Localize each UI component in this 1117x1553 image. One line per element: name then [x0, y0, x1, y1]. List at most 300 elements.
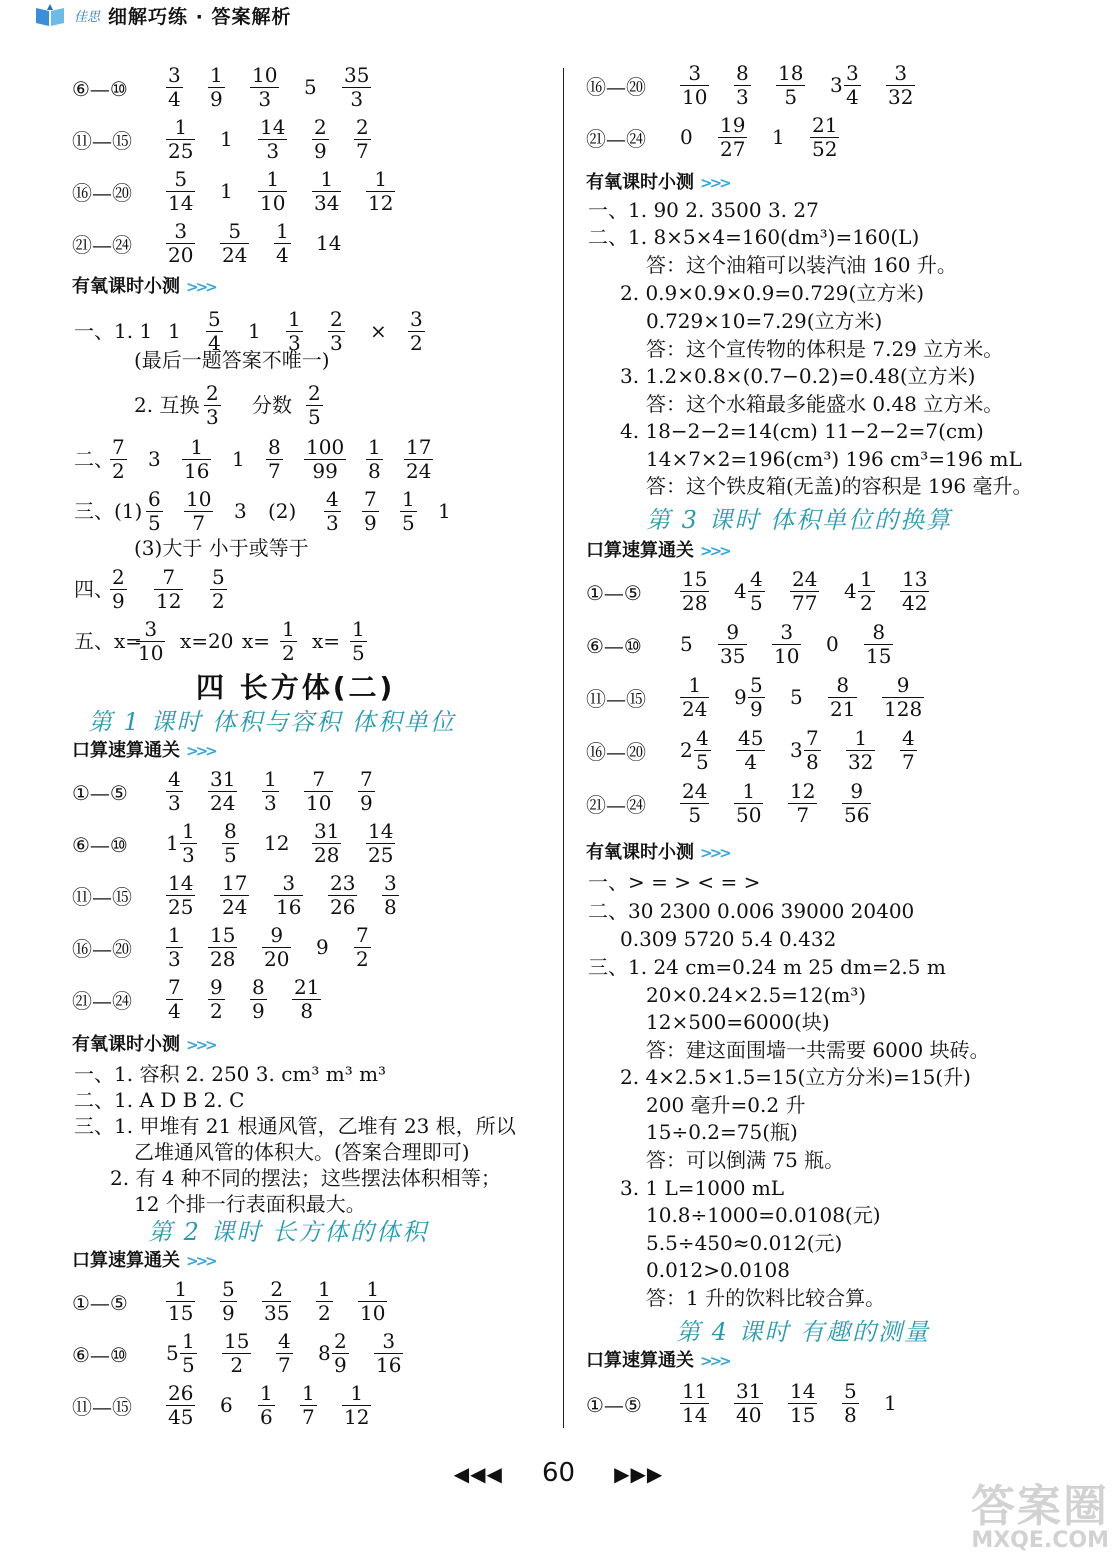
numerator: 10 — [186, 487, 212, 511]
question-range-label: ⑪—⑮ — [586, 687, 646, 711]
answer-line: 答：1 升的饮料比较合算。 — [646, 1286, 886, 1310]
numerator: 1 — [182, 819, 195, 843]
brand-name: 佳思 — [74, 10, 101, 25]
answer-line: 15÷0.2=75(瓶) — [646, 1120, 798, 1144]
answer-value: 5 — [304, 75, 317, 99]
question-range-label: ①—⑤ — [586, 1393, 642, 1417]
lesson-title: 第 4 课时 有趣的测量 — [676, 1318, 931, 1346]
fraction — [210, 566, 227, 613]
numerator: 2 — [334, 1329, 347, 1353]
fraction — [804, 727, 821, 774]
fraction — [400, 488, 417, 535]
denominator: 8 — [300, 999, 314, 1023]
answer-value: x=20 — [180, 629, 234, 653]
header-title: 细解巧练 · 答案解析 — [108, 6, 292, 28]
fraction — [788, 780, 817, 827]
fraction — [408, 308, 425, 355]
double-chevron-icon: >>> — [700, 542, 729, 560]
fraction — [362, 488, 379, 535]
denominator: 16 — [276, 895, 302, 919]
numerator: 7 — [360, 767, 373, 791]
denominator: 50 — [736, 803, 762, 827]
numerator: 21 — [812, 113, 838, 137]
fraction — [776, 62, 805, 109]
numerator: 2 — [112, 565, 125, 589]
answer-line: 2. 有 4 种不同的摆法；这些摆法体积相等； — [110, 1166, 501, 1190]
question-range-label: ⑥—⑩ — [72, 77, 128, 101]
answer-line: 三、1. 甲堆有 21 根通风管，乙堆有 23 根，所以 — [74, 1114, 516, 1138]
numerator: 3 — [282, 871, 296, 895]
answer-line: 12 个排一行表面积最大。 — [134, 1192, 366, 1216]
denominator: 4 — [744, 750, 758, 774]
fraction — [180, 820, 197, 867]
fraction — [858, 568, 875, 615]
denominator: 7 — [278, 1353, 291, 1377]
fraction — [718, 621, 747, 668]
numerator: 2 — [308, 381, 321, 405]
fraction — [328, 872, 357, 919]
fraction — [748, 568, 765, 615]
question-range-label: ①—⑤ — [586, 581, 642, 605]
section-heading: 口算速算通关 >>> — [72, 740, 215, 761]
numerator: 8 — [252, 975, 265, 999]
fraction — [680, 674, 709, 721]
fraction — [342, 1382, 371, 1429]
answer-value: 1 — [438, 499, 451, 523]
fraction — [382, 872, 399, 919]
fraction — [404, 436, 433, 483]
numerator: 8 — [836, 673, 850, 697]
denominator: 3 — [288, 331, 301, 355]
denominator: 35 — [720, 644, 746, 668]
fraction — [262, 768, 279, 815]
numerator: 1 — [320, 167, 334, 191]
numerator: 1 — [266, 167, 280, 191]
denominator: 14 — [168, 191, 194, 215]
answer-value: 1 — [884, 1391, 897, 1415]
watermark-logo: 答案圈 — [971, 1481, 1109, 1532]
numerator: 1 — [860, 567, 873, 591]
denominator: 5 — [182, 1353, 195, 1377]
question-range-label: ⑥—⑩ — [72, 833, 128, 857]
numerator: 18 — [778, 61, 804, 85]
numerator: 1 — [366, 1277, 380, 1301]
numerator: 14 — [368, 819, 394, 843]
numerator: 4 — [902, 726, 915, 750]
numerator: 31 — [736, 1379, 762, 1403]
denominator: 5 — [688, 803, 702, 827]
question-range-label: ⑪—⑮ — [72, 1395, 132, 1419]
numerator: 1 — [402, 487, 415, 511]
fraction — [220, 1278, 237, 1325]
answer-value: (2) — [268, 499, 297, 523]
fraction — [304, 768, 333, 815]
answer-value: x= — [312, 629, 341, 653]
numerator: 15 — [224, 1329, 250, 1353]
answer-line: 200 毫升=0.2 升 — [646, 1093, 806, 1117]
answer-line: 一、1. 90 2. 3500 3. 27 — [588, 198, 819, 222]
fraction — [266, 436, 283, 483]
answer-line: 二、30 2300 0.006 39000 20400 — [588, 899, 915, 923]
answer-value: 四、 — [74, 577, 114, 601]
double-chevron-icon: >>> — [186, 742, 215, 760]
numerator: 15 — [210, 923, 236, 947]
numerator: 7 — [356, 923, 369, 947]
section-heading: 口算速算通关 >>> — [72, 1250, 215, 1271]
denominator: 24 — [222, 895, 248, 919]
answer-line: 一、> = > < = > — [588, 870, 761, 894]
watermark — [971, 1470, 1109, 1553]
answer-value: 0 — [826, 632, 839, 656]
denominator: 28 — [210, 947, 236, 971]
question-range-label: ①—⑤ — [72, 781, 128, 805]
fraction — [680, 568, 709, 615]
denominator: 9 — [210, 87, 223, 111]
denominator: 10 — [306, 791, 332, 815]
fraction — [328, 308, 345, 355]
fraction — [250, 64, 279, 111]
fraction — [312, 116, 329, 163]
denominator: 3 — [182, 843, 195, 867]
fraction — [828, 674, 857, 721]
fraction — [166, 768, 183, 815]
denominator: 4 — [208, 331, 221, 355]
lesson-title: 第 2 课时 长方体的体积 — [148, 1218, 429, 1246]
denominator: 28 — [314, 843, 340, 867]
answer-line: 0.309 5720 5.4 0.432 — [620, 927, 837, 951]
denominator: 10 — [260, 191, 286, 215]
fraction — [300, 1382, 317, 1429]
fraction — [136, 618, 165, 665]
denominator: 9 — [314, 139, 327, 163]
double-chevron-icon: >>> — [186, 1252, 215, 1270]
numerator: 4 — [326, 487, 339, 511]
denominator: 3 — [266, 139, 280, 163]
denominator: 7 — [902, 750, 915, 774]
question-range-label: ⑯—⑳ — [586, 740, 646, 764]
numerator: 8 — [872, 620, 886, 644]
denominator: 52 — [812, 137, 838, 161]
question-range-label: ⑯—⑳ — [72, 937, 132, 961]
numerator: 7 — [168, 975, 181, 999]
numerator: 45 — [738, 726, 764, 750]
denominator: 4 — [168, 999, 181, 1023]
fraction — [222, 1330, 251, 1377]
answer-line: 一、1. 容积 2. 250 3. cm³ m³ m³ — [74, 1062, 387, 1086]
answer-value: 12 — [264, 831, 290, 855]
numerator: 5 — [222, 1277, 235, 1301]
fraction — [180, 1330, 197, 1377]
numerator: 4 — [696, 726, 709, 750]
numerator: 2 — [270, 1277, 284, 1301]
fraction — [332, 1330, 349, 1377]
fraction — [844, 62, 861, 109]
fraction — [842, 1380, 859, 1427]
denominator: 77 — [792, 591, 818, 615]
answer-line: 4. 18−2−2=14(cm) 11−2−2=7(cm) — [620, 419, 984, 443]
numerator: 1 — [854, 726, 868, 750]
answer-value: 1 — [232, 447, 245, 471]
numerator: 31 — [314, 819, 340, 843]
section-heading: 口算速算通关 >>> — [586, 540, 729, 561]
fraction — [366, 820, 395, 867]
numerator: 2 — [206, 381, 219, 405]
numerator: 9 — [210, 975, 223, 999]
denominator: 3 — [330, 331, 343, 355]
denominator: 16 — [376, 1353, 402, 1377]
answer-value: 1 — [166, 831, 179, 855]
fraction — [262, 1278, 291, 1325]
numerator: 6 — [148, 487, 161, 511]
numerator: 3 — [410, 307, 423, 331]
denominator: 2 — [356, 947, 369, 971]
denominator: 24 — [222, 243, 248, 267]
answer-value: 8 — [318, 1341, 331, 1365]
fraction — [358, 1278, 387, 1325]
numerator: 14 — [790, 1379, 816, 1403]
section-heading: 有氧课时小测 >>> — [586, 842, 729, 863]
numerator: 3 — [382, 1329, 396, 1353]
fraction — [694, 727, 711, 774]
answer-value: (最后一题答案不唯一) — [134, 348, 330, 372]
answer-value: 5 — [166, 1341, 179, 1365]
denominator: 32 — [888, 85, 914, 109]
denominator: 4 — [276, 243, 289, 267]
denominator: 7 — [796, 803, 810, 827]
denominator: 9 — [222, 1301, 235, 1325]
denominator: 5 — [696, 750, 709, 774]
answer-line: 3. 1.2×0.8×(0.7−0.2)=0.48(立方米) — [620, 364, 976, 388]
denominator: 20 — [264, 947, 290, 971]
question-range-label: ㉑—㉔ — [586, 127, 646, 151]
numerator: 1 — [350, 1381, 364, 1405]
fraction — [304, 436, 346, 483]
section-heading: 口算速算通关 >>> — [586, 1350, 729, 1371]
fraction — [222, 820, 239, 867]
numerator: 3 — [846, 61, 859, 85]
denominator: 6 — [260, 1405, 273, 1429]
fraction — [366, 168, 395, 215]
answer-line: 答：这个宣传物的体积是 7.29 立方米。 — [646, 337, 1004, 361]
book-logo-icon — [34, 4, 66, 28]
denominator: 15 — [866, 644, 892, 668]
denominator: 5 — [784, 85, 798, 109]
numerator: 3 — [144, 617, 158, 641]
fraction — [324, 488, 341, 535]
section-heading: 有氧课时小测 >>> — [72, 1034, 215, 1055]
denominator: 5 — [352, 641, 365, 665]
numerator: 7 — [806, 726, 819, 750]
fraction — [258, 1382, 275, 1429]
denominator: 5 — [224, 843, 237, 867]
fraction — [790, 568, 819, 615]
answer-value: 2. 互换 — [134, 393, 200, 417]
answer-line: 答：这个油箱可以装汽油 160 升。 — [646, 253, 957, 277]
denominator: 8 — [844, 1403, 857, 1427]
answer-line: 10.8÷1000=0.0108(元) — [646, 1203, 881, 1227]
denominator: 4 — [846, 85, 859, 109]
numerator: 5 — [750, 673, 763, 697]
numerator: 1 — [174, 1277, 188, 1301]
denominator: 2 — [410, 331, 423, 355]
fraction — [166, 976, 183, 1023]
fraction — [312, 168, 341, 215]
denominator: 7 — [356, 139, 369, 163]
numerator: 4 — [278, 1329, 291, 1353]
denominator: 25 — [168, 139, 194, 163]
question-range-label: ㉑—㉔ — [72, 233, 132, 257]
numerator: 4 — [750, 567, 763, 591]
fraction — [350, 618, 367, 665]
numerator: 24 — [792, 567, 818, 591]
numerator: 1 — [174, 115, 188, 139]
denominator: 3 — [350, 87, 364, 111]
numerator: 10 — [252, 63, 278, 87]
answer-value: 一、1. 1 — [74, 319, 153, 343]
answer-value: 分数 — [252, 393, 292, 417]
fraction — [208, 768, 237, 815]
numerator: 1 — [352, 617, 365, 641]
numerator: 31 — [210, 767, 236, 791]
question-range-label: ㉑—㉔ — [586, 793, 646, 817]
numerator: 1 — [302, 1381, 315, 1405]
denominator: 12 — [344, 1405, 370, 1429]
lesson-title: 第 3 课时 体积单位的换算 — [646, 506, 953, 534]
fraction — [316, 1278, 333, 1325]
denominator: 10 — [774, 644, 800, 668]
numerator: 8 — [224, 819, 237, 843]
double-chevron-icon: >>> — [700, 1352, 729, 1370]
answer-value: 1 — [772, 125, 785, 149]
numerator: 1 — [182, 1329, 195, 1353]
answer-value: 9 — [316, 935, 329, 959]
denominator: 7 — [192, 511, 206, 535]
numerator: 5 — [844, 1379, 857, 1403]
fraction — [312, 820, 341, 867]
question-range-label: ⑯—⑳ — [586, 75, 646, 99]
fraction — [258, 116, 287, 163]
fraction — [166, 116, 195, 163]
numerator: 2 — [356, 115, 369, 139]
answer-line: 12×500=6000(块) — [646, 1010, 830, 1034]
numerator: 1 — [288, 307, 301, 331]
answer-line: 5.5÷450≈0.012(元) — [646, 1231, 843, 1255]
fraction — [306, 382, 323, 429]
fraction — [374, 1330, 403, 1377]
numerator: 8 — [268, 435, 281, 459]
section-heading: 有氧课时小测 >>> — [72, 276, 215, 297]
denominator: 3 — [736, 85, 749, 109]
numerator: 8 — [736, 61, 749, 85]
denominator: 2 — [230, 1353, 244, 1377]
question-range-label: ㉑—㉔ — [72, 989, 132, 1013]
fraction — [734, 62, 751, 109]
answer-value: × — [370, 319, 387, 343]
next-arrows-icon: ▶▶▶ — [614, 1462, 664, 1486]
fraction — [220, 220, 249, 267]
numerator: 7 — [112, 435, 125, 459]
fraction — [208, 976, 225, 1023]
numerator: 17 — [406, 435, 432, 459]
fraction — [262, 924, 291, 971]
answer-line: 二、1. A D B 2. C — [74, 1088, 245, 1112]
answer-value: 14 — [316, 231, 342, 255]
denominator: 34 — [314, 191, 340, 215]
numerator: 3 — [174, 219, 188, 243]
denominator: 2 — [860, 591, 873, 615]
fraction — [208, 64, 225, 111]
denominator: 3 — [258, 87, 272, 111]
answer-line: 答：这个水箱最多能盛水 0.48 立方米。 — [646, 392, 1004, 416]
fraction — [680, 1380, 709, 1427]
numerator: 1 — [276, 219, 289, 243]
denominator: 2 — [318, 1301, 331, 1325]
denominator: 35 — [264, 1301, 290, 1325]
denominator: 5 — [750, 591, 763, 615]
numerator: 21 — [294, 975, 320, 999]
answer-line: 0.012>0.0108 — [646, 1258, 790, 1282]
fraction — [342, 64, 371, 111]
denominator: 8 — [368, 459, 381, 483]
fraction — [718, 114, 747, 161]
numerator: 1 — [190, 435, 204, 459]
denominator: 9 — [112, 589, 125, 613]
fraction — [772, 621, 801, 668]
fraction — [182, 436, 211, 483]
question-range-label: ⑥—⑩ — [586, 634, 642, 658]
fraction — [354, 924, 371, 971]
watermark-url: MXQE.COM — [971, 1528, 1109, 1553]
answer-line: 0.729×10=7.29(立方米) — [646, 309, 883, 333]
denominator: 3 — [326, 511, 339, 535]
denominator: 14 — [682, 1403, 708, 1427]
fraction — [110, 436, 127, 483]
denominator: 2 — [282, 641, 295, 665]
numerator: 1 — [168, 923, 181, 947]
page-footer — [0, 1458, 1117, 1488]
question-range-label: ⑥—⑩ — [72, 1343, 128, 1367]
numerator: 1 — [318, 1277, 331, 1301]
fraction — [274, 220, 291, 267]
denominator: 15 — [168, 1301, 194, 1325]
double-chevron-icon: >>> — [186, 1036, 215, 1054]
denominator: 20 — [168, 243, 194, 267]
denominator: 42 — [902, 591, 928, 615]
denominator: 128 — [884, 697, 923, 721]
denominator: 12 — [156, 589, 182, 613]
answer-value: 1 — [220, 127, 233, 151]
fraction — [110, 566, 127, 613]
denominator: 28 — [682, 591, 708, 615]
numerator: 9 — [270, 923, 284, 947]
denominator: 9 — [334, 1353, 347, 1377]
numerator: 100 — [306, 435, 345, 459]
fraction — [220, 872, 249, 919]
numerator: 7 — [364, 487, 377, 511]
column-divider — [563, 68, 564, 1428]
denominator: 10 — [138, 641, 164, 665]
numerator: 35 — [344, 63, 370, 87]
answer-value: 9 — [734, 685, 747, 709]
denominator: 15 — [790, 1403, 816, 1427]
denominator: 9 — [364, 511, 377, 535]
fraction — [166, 64, 183, 111]
fraction — [166, 924, 183, 971]
denominator: 8 — [806, 750, 819, 774]
numerator: 3 — [894, 61, 908, 85]
numerator: 1 — [260, 1381, 273, 1405]
numerator: 1 — [374, 167, 388, 191]
